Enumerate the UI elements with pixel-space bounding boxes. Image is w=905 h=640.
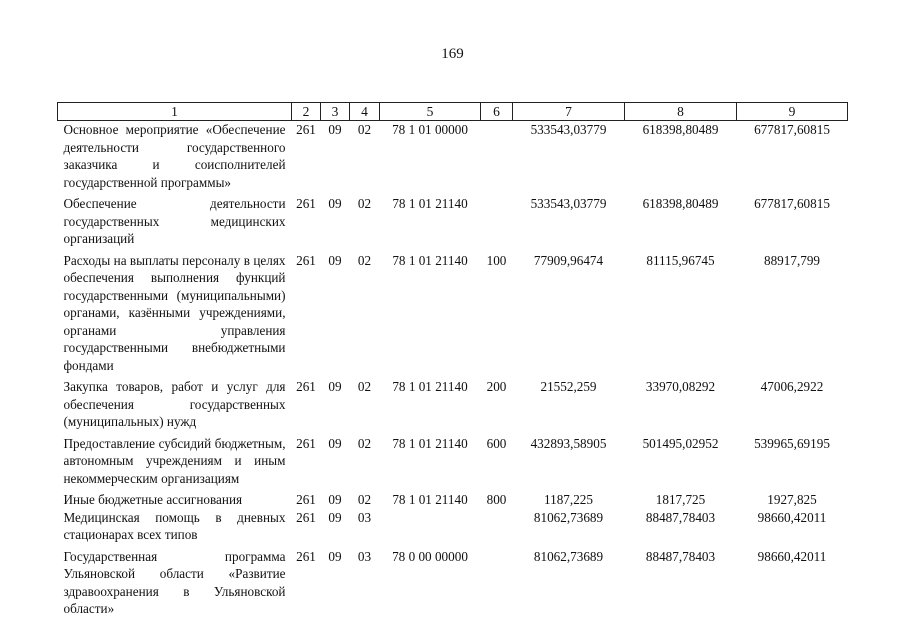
row-code-4: 02 [357, 252, 372, 268]
row-code-5 [380, 509, 481, 548]
row-amount-9: 1927,825 [767, 492, 817, 507]
row-amount-7: 81062,73689 [533, 509, 604, 525]
row-code-3: 09 [328, 492, 342, 507]
row-code-6 [481, 548, 513, 622]
row-amount-9: 677817,60815 [754, 196, 830, 211]
row-code-6 [481, 195, 513, 252]
row-name: Расходы на выплаты персоналу в целях обеспечения выполнения функций государственными (муниципальными) органами, казёнными учреждениями, органами управления государственными внебюджетными фондами [63, 252, 286, 373]
row-code-4: 02 [357, 435, 372, 451]
row-code-3: 09 [328, 122, 342, 137]
row-code-6 [481, 509, 513, 548]
row-name: Закупка товаров, работ и услуг для обеспечения государственных (муниципальных) нужд [63, 379, 286, 429]
table-row [58, 195, 848, 252]
column-header: 2 [292, 103, 321, 121]
row-code-3: 09 [328, 379, 342, 394]
column-header: 8 [625, 103, 737, 121]
row-amount-9: 677817,60815 [754, 122, 830, 137]
column-header: 7 [513, 103, 625, 121]
row-amount-7: 1187,225 [544, 492, 593, 507]
row-amount-7: 81062,73689 [533, 548, 604, 564]
table-row [58, 435, 848, 492]
row-code-6 [481, 121, 513, 196]
row-code-2: 261 [296, 196, 316, 211]
row-code-3: 09 [328, 435, 342, 451]
row-amount-8: 1817,725 [655, 492, 706, 507]
row-code-5: 78 1 01 21140 [392, 252, 468, 268]
header-row [58, 103, 848, 121]
table-row [58, 252, 848, 379]
budget-table [57, 102, 848, 622]
row-amount-8: 33970,08292 [645, 379, 716, 394]
row-amount-7: 533543,03779 [530, 122, 607, 137]
row-amount-7: 77909,96474 [533, 252, 604, 268]
row-code-5: 78 0 00 00000 [392, 548, 468, 564]
row-code-2: 261 [296, 492, 316, 507]
row-code-5: 78 1 01 21140 [392, 196, 468, 211]
column-header: 3 [321, 103, 350, 121]
column-header: 9 [737, 103, 848, 121]
row-amount-8: 88487,78403 [645, 548, 716, 564]
row-name: Иные бюджетные ассигнования [63, 492, 243, 507]
row-amount-8: 618398,80489 [642, 122, 719, 137]
row-code-4: 02 [357, 379, 372, 394]
row-code-4: 03 [357, 548, 372, 564]
row-name: Государственная программа Ульяновской области «Развитие здравоохранения в Ульяновской области» [63, 548, 286, 616]
row-code-3: 09 [328, 196, 342, 211]
row-amount-9: 47006,2922 [760, 379, 824, 394]
table-row [58, 509, 848, 548]
row-name: Предоставление субсидий бюджетным, автономным учреждениям и иным некоммерческим организациям [63, 435, 286, 486]
row-code-2: 261 [296, 435, 316, 451]
row-amount-9: 88917,799 [763, 252, 821, 268]
table-row [58, 121, 848, 196]
column-header: 6 [481, 103, 513, 121]
row-code-6: 200 [486, 379, 507, 394]
row-code-4: 02 [357, 492, 372, 507]
row-code-4: 02 [357, 196, 372, 211]
row-code-2: 261 [296, 379, 316, 394]
row-amount-8: 618398,80489 [642, 196, 719, 211]
row-code-5: 78 1 01 21140 [392, 379, 468, 394]
column-header: 5 [380, 103, 481, 121]
row-amount-7: 533543,03779 [530, 196, 607, 211]
row-amount-8: 88487,78403 [645, 509, 716, 525]
row-amount-9: 98660,42011 [757, 509, 827, 525]
row-code-6: 100 [486, 252, 507, 268]
row-amount-7: 432893,58905 [530, 435, 607, 451]
table-row [58, 548, 848, 622]
row-code-4: 02 [357, 122, 372, 137]
column-header: 4 [350, 103, 380, 121]
row-code-3: 09 [328, 252, 342, 268]
row-code-5: 78 1 01 21140 [392, 435, 468, 451]
row-code-2: 261 [296, 548, 316, 564]
row-code-4: 03 [357, 509, 372, 525]
row-code-6: 800 [486, 492, 507, 507]
row-code-6: 600 [486, 435, 507, 451]
row-code-2: 261 [296, 252, 316, 268]
row-code-3: 09 [328, 509, 342, 525]
table-row [58, 378, 848, 435]
row-code-2: 261 [296, 122, 316, 137]
row-amount-9: 98660,42011 [757, 548, 827, 564]
row-amount-9: 539965,69195 [754, 435, 830, 451]
row-code-5: 78 1 01 00000 [392, 122, 468, 137]
column-header: 1 [58, 103, 292, 121]
row-amount-7: 21552,259 [540, 379, 597, 394]
row-name: Основное мероприятие «Обеспечение деятельности государственного заказчика и соисполнителей государственной программы» [63, 122, 286, 190]
row-name: Обеспечение деятельности государственных медицинских организаций [63, 196, 286, 246]
row-amount-8: 501495,02952 [642, 435, 719, 451]
row-code-3: 09 [328, 548, 342, 564]
row-code-2: 261 [296, 509, 316, 525]
row-code-5: 78 1 01 21140 [392, 492, 468, 507]
row-amount-8: 81115,96745 [646, 252, 715, 268]
table-row [58, 491, 848, 509]
page-number: 169 [441, 46, 464, 62]
row-name: Медицинская помощь в дневных стационарах всех типов [63, 509, 286, 542]
